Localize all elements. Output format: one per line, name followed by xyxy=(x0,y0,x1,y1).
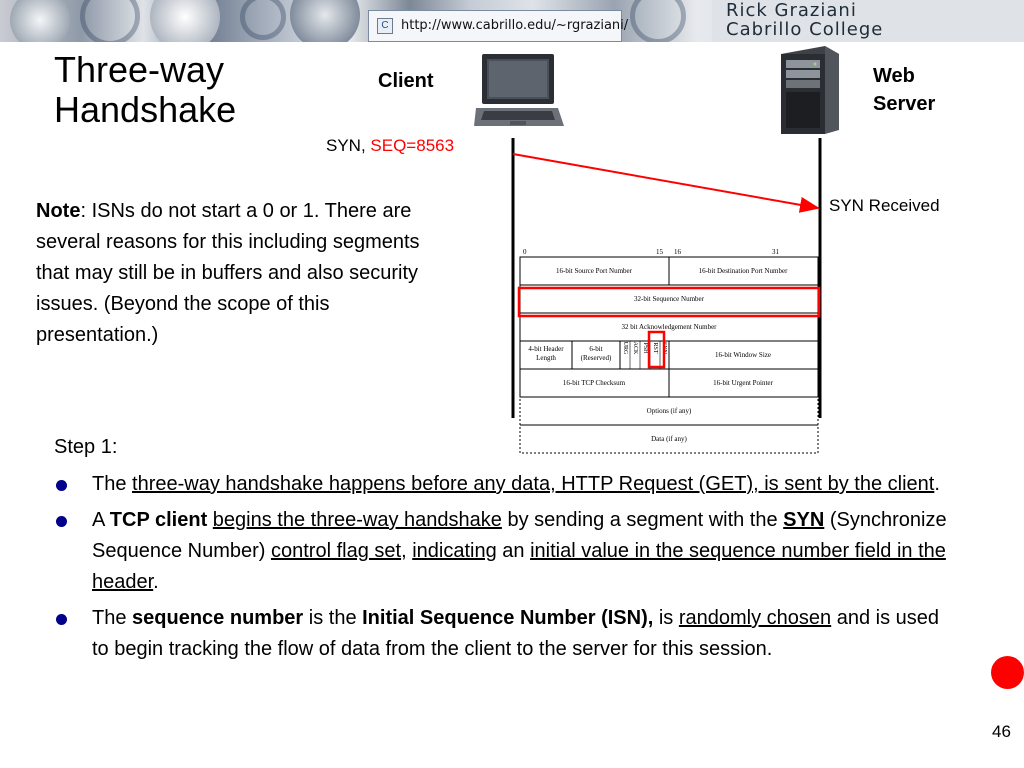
note-bold: Note xyxy=(36,200,81,222)
text-run: , xyxy=(401,540,413,562)
bullet-icon xyxy=(56,516,67,527)
text-run: (Synchronize Sequence Number) xyxy=(92,509,947,562)
underlined-text: control flag set xyxy=(270,540,402,562)
server-label-line-2: Server xyxy=(873,93,936,115)
banner-ring-decoration xyxy=(240,0,286,40)
list-item xyxy=(56,603,956,665)
underlined-text: randomly chosen xyxy=(678,607,832,629)
title-line-1: Three-way xyxy=(54,49,225,90)
underlined-text: indicating xyxy=(412,540,497,562)
banner-ring-decoration xyxy=(630,0,686,42)
flag-rst: RST xyxy=(652,342,658,354)
bullet-icon xyxy=(56,480,67,491)
text-run: The xyxy=(92,473,133,495)
header-row-data xyxy=(520,425,818,453)
author-org: Cabrillo College xyxy=(726,19,884,40)
author-name: Rick Graziani xyxy=(726,0,857,21)
banner-ring-decoration xyxy=(80,0,140,42)
seq-highlight-box xyxy=(519,288,819,316)
text-run: an xyxy=(496,540,531,562)
list-item xyxy=(56,505,956,598)
bold-text: sequence number xyxy=(132,607,304,629)
title-line-2: Handshake xyxy=(54,89,237,130)
record-dot-icon xyxy=(991,656,1024,689)
flag-urg: URG xyxy=(622,341,628,355)
underlined-text: three-way handshake happens before any data, HTTP Request (GET), is sent by the client xyxy=(132,473,935,495)
list-item xyxy=(56,469,956,500)
flag-psh: PSH xyxy=(642,342,648,354)
isn-note xyxy=(36,196,426,351)
server-icon xyxy=(777,44,843,136)
hlen-field-line-1: 4-bit Header xyxy=(528,345,564,353)
text-run: by sending a segment with the xyxy=(501,509,784,531)
page-number: 46 xyxy=(992,722,1011,741)
server-label-line-1: Web xyxy=(873,65,915,87)
bullet-list xyxy=(56,469,956,670)
header-row-seq xyxy=(520,285,818,313)
bold-text: TCP client xyxy=(109,509,208,531)
header-row-checksum xyxy=(520,369,818,397)
checksum-field: 16-bit TCP Checksum xyxy=(562,379,626,387)
ack-num-field: 32 bit Acknowledgement Number xyxy=(621,323,717,331)
text-run: is xyxy=(653,607,679,629)
header-row-options xyxy=(520,397,818,425)
reserved-field-line-1: 6-bit xyxy=(589,345,603,353)
bullet-icon xyxy=(56,614,67,625)
note-text: : ISNs do not start a 0 or 1. There are several reasons for this including segments that may still be in buffers and also security issues. (Beyond the scope of this presentation.) xyxy=(36,200,420,346)
text-run: . xyxy=(153,571,159,593)
text-run: The xyxy=(92,607,133,629)
banner-decoration xyxy=(10,0,70,42)
hlen-field-line-2: Length xyxy=(536,354,556,362)
text-run: A xyxy=(92,509,110,531)
dst-port-field: 16-bit Destination Port Number xyxy=(698,267,788,275)
bit-label-0: 0 xyxy=(523,248,527,256)
slide-title xyxy=(54,50,236,130)
step-label: Step 1: xyxy=(54,436,118,458)
syn-flag-highlight-box xyxy=(649,332,664,367)
server-label xyxy=(873,62,993,118)
header-row-flags xyxy=(520,341,818,369)
syn-received-label: SYN Received xyxy=(829,196,940,215)
syn-arrow xyxy=(513,154,818,208)
banner-decoration xyxy=(290,0,360,42)
underlined-text: initial value in the sequence number field in the header xyxy=(92,540,946,593)
bit-label-16: 16 xyxy=(674,248,681,256)
bit-label-31: 31 xyxy=(772,248,779,256)
data-field: Data (if any) xyxy=(651,435,687,443)
tcp-header-diagram xyxy=(520,248,818,453)
header-row-ports xyxy=(520,257,818,285)
flag-syn: SYN xyxy=(661,341,667,355)
text-run: and is used to begin tracking the flow of data from the client to the server for this session. xyxy=(92,607,940,660)
seq-num-field: 32-bit Sequence Number xyxy=(634,295,704,303)
syn-prefix: SYN, xyxy=(326,136,371,155)
author-panel xyxy=(712,0,1024,42)
browser-icon: C xyxy=(377,18,393,34)
syn-label xyxy=(326,136,454,156)
bit-label-15: 15 xyxy=(656,248,663,256)
src-port-field: 16-bit Source Port Number xyxy=(555,267,633,275)
urgent-field: 16-bit Urgent Pointer xyxy=(713,379,773,387)
text-run: is the xyxy=(303,607,363,629)
laptop-icon xyxy=(474,52,566,132)
text-run: . xyxy=(934,473,940,495)
syn-seq: SEQ=8563 xyxy=(370,136,455,155)
url-text: http://www.cabrillo.edu/~rgraziani/ xyxy=(401,18,629,33)
header-row-ack xyxy=(520,313,818,341)
options-field: Options (if any) xyxy=(646,407,692,415)
reserved-field-line-2: (Reserved) xyxy=(580,354,612,362)
window-field: 16-bit Window Size xyxy=(715,351,771,359)
flag-ack: ACK xyxy=(632,341,638,355)
client-label: Client xyxy=(378,70,434,92)
bold-underlined-text: SYN xyxy=(783,509,825,531)
banner-decoration xyxy=(150,0,220,42)
url-box xyxy=(368,10,629,42)
underlined-text: begins the three-way handshake xyxy=(212,509,502,531)
bold-text: Initial Sequence Number (ISN), xyxy=(362,607,654,629)
